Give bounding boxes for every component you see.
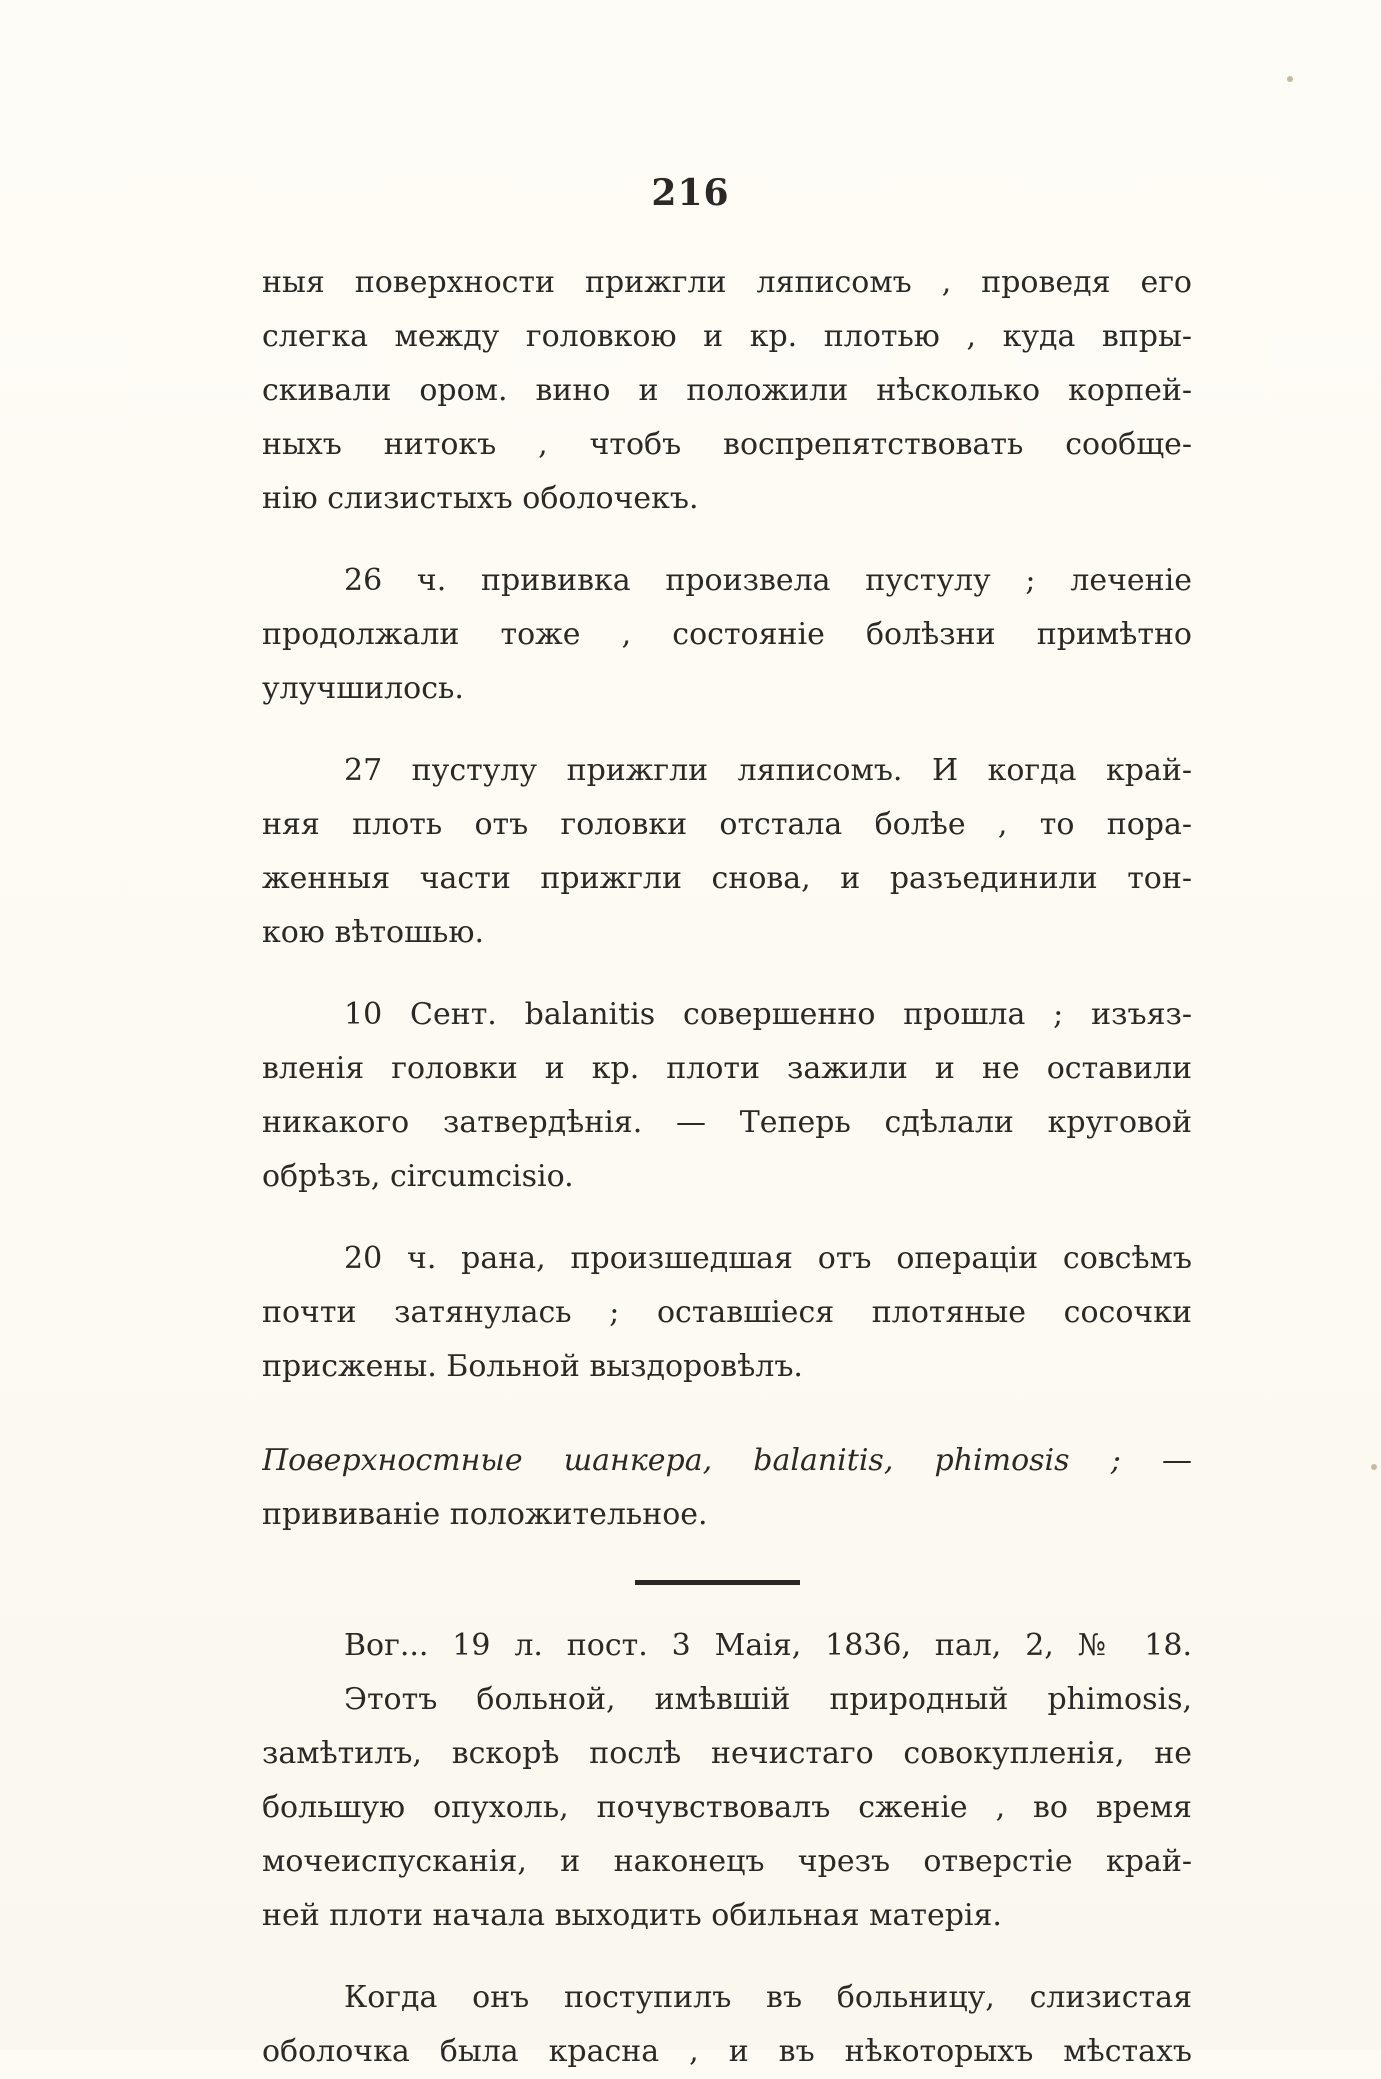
treatment-notes <box>262 256 1192 1394</box>
text-line: ней плоти начала выходить обильная матерія. <box>262 1898 1002 1933</box>
section-divider <box>635 1580 800 1585</box>
text-line: вленія головки и кр. плоти зажили и не оставили <box>262 1051 1192 1086</box>
text-line: присжены. Больной выздоровѣлъ. <box>262 1349 803 1384</box>
text-line: няя плоть отъ головки отстала болѣе , то пора- <box>262 807 1192 842</box>
paper-speck <box>1371 1464 1377 1470</box>
text-line: кою вѣтошью. <box>262 915 484 950</box>
text-line: Этотъ больной, имѣвшій природный phimosis, <box>344 1682 1192 1717</box>
case-heading-cont: прививаніе положительное. <box>262 1497 708 1532</box>
text-line: никакого затвердѣнія. — Теперь сдѣлали круговой <box>262 1105 1192 1140</box>
text-line: Когда онъ поступилъ въ больницу, слизистая <box>344 1980 1192 2015</box>
text-line: обрѣзъ, circumcisio. <box>262 1159 574 1194</box>
case-heading: Поверхностные шанкера, balanitis, phimosis ; — <box>262 1443 1192 1478</box>
text-line: женныя части прижгли снова, и разъединили тон- <box>262 861 1192 896</box>
text-line: слегка между головкою и кр. плотью , куда впры- <box>262 319 1192 354</box>
case-record-line: Вог... 19 л. пост. 3 Маія, 1836, пал, 2, № 18. <box>344 1628 1192 1663</box>
text-line: 20 ч. рана, произшедшая отъ операціи совсѣмъ <box>344 1241 1192 1276</box>
text-line: нію слизистыхъ оболочекъ. <box>262 481 699 516</box>
page-number: 216 <box>651 172 730 214</box>
text-line: 10 Сент. balanitis совершенно прошла ; изъяз- <box>344 997 1192 1032</box>
text-line: продолжали тоже , состояніе болѣзни примѣтно <box>262 617 1192 652</box>
text-line: 27 пустулу прижгли ляписомъ. И когда край- <box>344 753 1192 788</box>
text-line: замѣтилъ, вскорѣ послѣ нечистаго совокупленія, не <box>262 1736 1192 1771</box>
body-text <box>262 256 1192 2079</box>
text-line: ныхъ нитокъ , чтобъ воспрепятствовать сообще- <box>262 427 1192 462</box>
text-line: большую опухоль, почувствовалъ сженіе , во время <box>262 1790 1192 1825</box>
paper-speck <box>1287 76 1293 82</box>
text-line: скивали ором. вино и положили нѣсколько корпей- <box>262 373 1192 408</box>
text-line: оболочка была красна , и въ нѣкоторыхъ мѣстахъ <box>262 2034 1192 2069</box>
case-description <box>262 1673 1192 2079</box>
text-line: ныя поверхности прижгли ляписомъ , проведя его <box>262 265 1192 300</box>
text-line: улучшилось. <box>262 671 464 706</box>
text-line: почти затянулась ; оставшіеся плотяные сосочки <box>262 1295 1192 1330</box>
text-line: 26 ч. прививка произвела пустулу ; леченіе <box>344 563 1192 598</box>
text-line: мочеиспусканія, и наконецъ чрезъ отверстіе край- <box>262 1844 1192 1879</box>
